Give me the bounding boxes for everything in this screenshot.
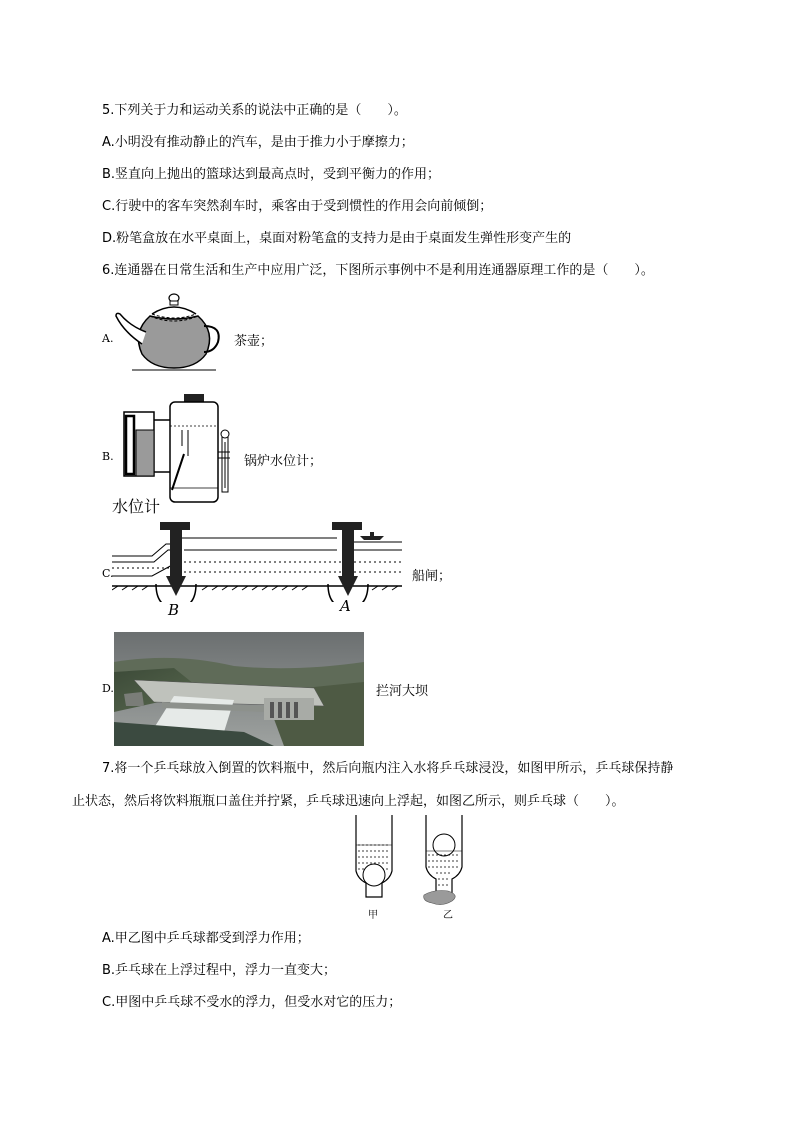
question-5-option-c: C.行驶中的客车突然刹车时，乘客由于受到惯性的作用会向前倾倒； bbox=[102, 199, 493, 214]
question-6-option-a-label: A. bbox=[102, 332, 114, 345]
question-6-option-b-label: B. bbox=[102, 450, 114, 463]
question-5-option-b: B.竖直向上抛出的篮球达到最高点时，受到平衡力的作用； bbox=[102, 167, 441, 182]
question-6-option-d-caption: 拦河大坝 bbox=[376, 684, 429, 699]
dam-photo bbox=[114, 632, 364, 746]
question-7-option-c: C.甲图中乒乓球不受水的浮力，但受水对它的压力； bbox=[102, 995, 402, 1010]
figure-label-jia: 甲 bbox=[368, 910, 378, 921]
question-5-stem: 5.下列关于力和运动关系的说法中正确的是（ ）。 bbox=[102, 103, 407, 118]
lock-valve-b-label: B bbox=[168, 601, 180, 619]
question-5-option-d: D.粉笔盒放在水平桌面上，桌面对粉笔盒的支持力是由于桌面发生弹性形变产生的 bbox=[102, 231, 572, 246]
figure-label-yi: 乙 bbox=[443, 910, 453, 921]
question-7-stem-line-1: 7.将一个乒乓球放入倒置的饮料瓶中，然后向瓶内注入水将乒乓球浸没，如图甲所示，乒乓球保持静 bbox=[102, 761, 674, 776]
question-6-option-c-label: C. bbox=[102, 567, 114, 580]
teapot-figure bbox=[112, 292, 224, 374]
ship-lock-figure bbox=[112, 520, 402, 602]
lock-valve-a-label: A bbox=[340, 597, 351, 615]
question-6-option-b-caption: 锅炉水位计； bbox=[244, 454, 323, 469]
question-7-stem-line-2: 止状态，然后将饮料瓶瓶口盖住并拧紧，乒乓球迅速向上浮起，如图乙所示，则乒乓球（ ）。 bbox=[72, 794, 625, 809]
question-7-option-a: A.甲乙图中乒乓球都受到浮力作用； bbox=[102, 931, 310, 946]
pingpong-bottle-figure bbox=[352, 815, 470, 911]
question-7-option-b: B.乒乓球在上浮过程中，浮力一直变大； bbox=[102, 963, 337, 978]
question-6-option-d-label: D. bbox=[102, 682, 114, 695]
question-6-stem: 6.连通器在日常生活和生产中应用广泛，下图所示事例中不是利用连通器原理工作的是（ ）。 bbox=[102, 263, 654, 278]
water-gauge-label: 水位计 bbox=[112, 497, 161, 516]
question-6-option-a-caption: 茶壶； bbox=[234, 334, 274, 349]
question-5-option-a: A.小明没有推动静止的汽车，是由于推力小于摩擦力； bbox=[102, 135, 414, 150]
question-6-option-c-caption: 船闸； bbox=[412, 569, 452, 584]
